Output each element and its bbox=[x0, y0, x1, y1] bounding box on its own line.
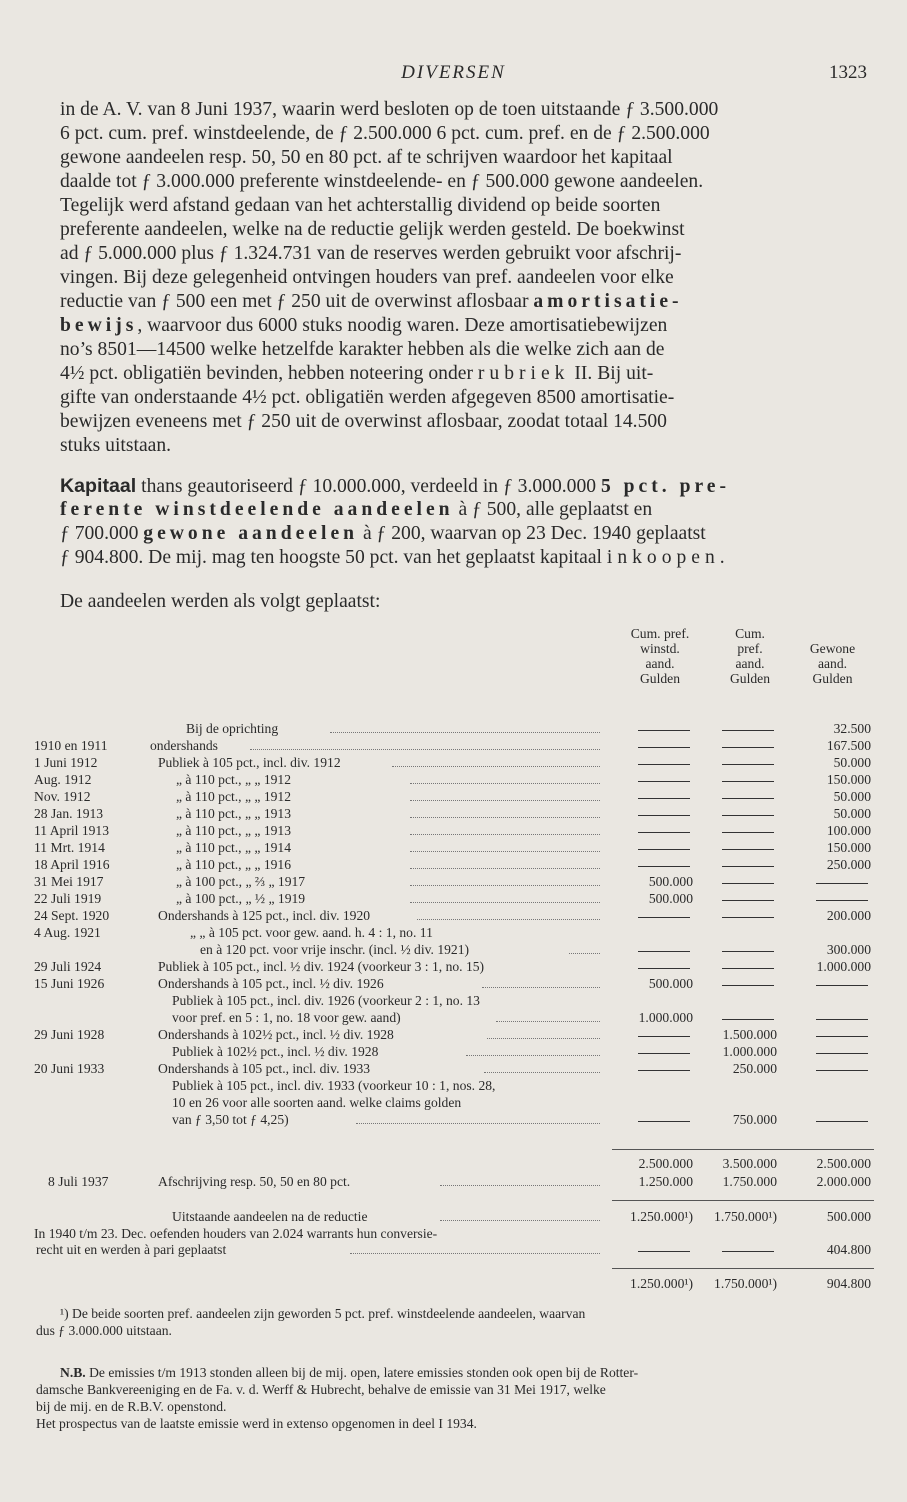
empty-cell-dash bbox=[638, 951, 690, 952]
row-description: Ondershands à 105 pct., incl. div. 1933 bbox=[158, 1061, 371, 1076]
row-description: In 1940 t/m 23. Dec. oefenden houders van 2.024 warrants hun conversie- bbox=[34, 1226, 438, 1241]
body-line bbox=[60, 314, 870, 338]
text-run: 4½ pct. obligatiën bevinden, hebben noteering onder bbox=[60, 363, 478, 384]
dot-leader bbox=[410, 806, 600, 818]
row-description: Publiek à 102½ pct., incl. ½ div. 1928 bbox=[172, 1044, 379, 1059]
nb-line bbox=[60, 1365, 638, 1380]
dot-leader bbox=[410, 823, 600, 835]
row-description: ondershands bbox=[150, 738, 218, 753]
row-description: 10 en 26 voor alle soorten aand. welke claims golden bbox=[172, 1095, 462, 1110]
row-description: Publiek à 105 pct., incl. ½ div. 1924 (voorkeur 3 : 1, no. 15) bbox=[158, 959, 485, 974]
row-date: 18 April 1916 bbox=[34, 857, 110, 872]
column-head-line: aand. bbox=[735, 656, 765, 671]
row-description: „ à 110 pct., „ „ 1914 bbox=[176, 840, 292, 855]
empty-cell-dash bbox=[816, 1036, 868, 1037]
dot-leader bbox=[487, 1027, 600, 1039]
dot-leader bbox=[440, 1174, 600, 1186]
amount-cell: 500.000 bbox=[826, 1209, 871, 1224]
body-line bbox=[60, 362, 870, 386]
amount-cell: 1.000.000 bbox=[722, 1044, 777, 1059]
nb-line: bij de mij. en de R.B.V. openstond. bbox=[36, 1399, 227, 1414]
amount-cell: 500.000 bbox=[648, 976, 693, 991]
body-line: preferente aandeelen, welke na de reductie gelijk werden gesteld. De boekwinst bbox=[60, 219, 685, 240]
dot-leader bbox=[484, 1061, 600, 1073]
empty-cell-dash bbox=[722, 1019, 774, 1020]
empty-cell-dash bbox=[638, 747, 690, 748]
body-line: gifte van onderstaande 4½ pct. obligatiën werden afgegeven 8500 amortisatie- bbox=[60, 387, 675, 408]
empty-cell-dash bbox=[816, 1070, 868, 1071]
column-head-line: Cum. pref. bbox=[630, 626, 690, 641]
column-head-cum-pref bbox=[710, 626, 790, 686]
empty-cell-dash bbox=[816, 900, 868, 901]
spaced-term: bewijs bbox=[60, 315, 138, 336]
spaced-term: inkoopen bbox=[606, 547, 720, 568]
body-line: in de A. V. van 8 Juni 1937, waarin werd besloten op de toen uitstaande ƒ 3.500.000 bbox=[60, 99, 719, 120]
amount-cell: 1.250.000 bbox=[638, 1174, 693, 1189]
empty-cell-dash bbox=[816, 1053, 868, 1054]
empty-cell-dash bbox=[638, 1251, 690, 1252]
table-intro: De aandeelen werden als volgt geplaatst: bbox=[60, 591, 381, 612]
amount-cell: 2.500.000 bbox=[638, 1156, 693, 1171]
row-description: „ à 110 pct., „ „ 1912 bbox=[176, 772, 292, 787]
amount-cell: 200.000 bbox=[826, 908, 871, 923]
text-run: ƒ 700.000 bbox=[60, 523, 144, 544]
amount-cell: 32.500 bbox=[833, 721, 871, 736]
empty-cell-dash bbox=[722, 883, 774, 884]
row-date: 11 Mrt. 1914 bbox=[34, 840, 105, 855]
column-head-line: Gewone bbox=[809, 641, 856, 656]
amount-cell: 1.500.000 bbox=[722, 1027, 777, 1042]
amount-cell: 50.000 bbox=[833, 806, 871, 821]
row-description: „ à 100 pct., „ ⅔ „ 1917 bbox=[176, 874, 306, 889]
body-line: daalde tot ƒ 3.000.000 preferente winstdeelende- en ƒ 500.000 gewone aandeelen. bbox=[60, 171, 704, 192]
empty-cell-dash bbox=[816, 883, 868, 884]
empty-cell-dash bbox=[816, 1121, 868, 1122]
empty-cell-dash bbox=[638, 866, 690, 867]
dot-leader bbox=[410, 874, 600, 886]
column-head-line: Gulden bbox=[639, 671, 681, 686]
amount-cell: 300.000 bbox=[826, 942, 871, 957]
amount-cell: 3.500.000 bbox=[722, 1156, 777, 1171]
dot-leader bbox=[417, 908, 600, 920]
row-date: 1 Juni 1912 bbox=[34, 755, 98, 770]
amount-cell: 150.000 bbox=[826, 840, 871, 855]
empty-cell-dash bbox=[722, 985, 774, 986]
nb-label: N.B. bbox=[60, 1365, 86, 1380]
row-date: Nov. 1912 bbox=[34, 789, 91, 804]
row-date: 28 Jan. 1913 bbox=[34, 806, 104, 821]
amount-cell: 1.250.000¹) bbox=[630, 1209, 693, 1224]
amount-cell: 1.750.000¹) bbox=[714, 1276, 777, 1291]
empty-cell-dash bbox=[638, 798, 690, 799]
footnote: dus ƒ 3.000.000 uitstaan. bbox=[36, 1323, 172, 1338]
row-date: 31 Mei 1917 bbox=[34, 874, 104, 889]
body-line bbox=[60, 290, 870, 314]
row-description: „ à 110 pct., „ „ 1916 bbox=[176, 857, 292, 872]
capital-line bbox=[60, 474, 870, 499]
body-line: no’s 8501—14500 welke hetzelfde karakter hebben als die welke zich aan de bbox=[60, 339, 665, 360]
row-description: „ „ à 105 pct. voor gew. aand. h. 4 : 1, no. 11 bbox=[190, 925, 433, 940]
empty-cell-dash bbox=[638, 815, 690, 816]
column-head-line: winstd. bbox=[640, 641, 680, 656]
spaced-term: gewone aandeelen bbox=[143, 523, 359, 544]
text-run: , waarvoor dus 6000 stuks noodig waren. Deze amortisatiebewijzen bbox=[137, 315, 668, 336]
row-date: 22 Juli 1919 bbox=[34, 891, 102, 906]
row-description: van ƒ 3,50 tot ƒ 4,25) bbox=[172, 1112, 289, 1127]
column-head-line: aand. bbox=[645, 656, 675, 671]
spaced-term: amortisatie- bbox=[533, 291, 683, 312]
capital-line bbox=[60, 498, 870, 522]
amount-cell: 1.000.000 bbox=[816, 959, 871, 974]
dot-leader bbox=[356, 1112, 600, 1124]
row-description: recht uit en werden à pari geplaatst bbox=[36, 1242, 227, 1257]
empty-cell-dash bbox=[816, 1019, 868, 1020]
amount-cell: 1.250.000¹) bbox=[630, 1276, 693, 1291]
amount-cell: 2.500.000 bbox=[816, 1156, 871, 1171]
nb-line: damsche Bankvereeniging en de Fa. v. d. Werff & Hubrecht, behalve de emissie van 31 Mei 1917, welke bbox=[36, 1382, 606, 1397]
amount-cell: 1.750.000 bbox=[722, 1174, 777, 1189]
row-date: 20 Juni 1933 bbox=[34, 1061, 105, 1076]
dot-leader bbox=[569, 942, 600, 954]
column-head-line: Gulden bbox=[729, 671, 771, 686]
dot-leader bbox=[410, 772, 600, 784]
column-head-cum-pref-winstd bbox=[610, 626, 710, 686]
body-line: ad ƒ 5.000.000 plus ƒ 1.324.731 van de reserves werden gebruikt voor afschrij- bbox=[60, 243, 682, 264]
body-line: bewijzen eveneens met ƒ 250 uit de overwinst aflosbaar, zoodat totaal 14.500 bbox=[60, 411, 667, 432]
dot-leader bbox=[466, 1044, 600, 1056]
text-run: thans geautoriseerd ƒ 10.000.000, verdeeld in ƒ 3.000.000 bbox=[136, 476, 601, 497]
body-line: vingen. Bij deze gelegenheid ontvingen houders van pref. aandeelen voor elke bbox=[60, 267, 674, 288]
text-run: . bbox=[719, 547, 725, 568]
total-rule bbox=[612, 1268, 874, 1269]
empty-cell-dash bbox=[638, 781, 690, 782]
dot-leader bbox=[410, 857, 600, 869]
row-date: 1910 en 1911 bbox=[34, 738, 108, 753]
row-date: 29 Juni 1928 bbox=[34, 1027, 105, 1042]
amount-cell: 1.000.000 bbox=[638, 1010, 693, 1025]
text-run: à ƒ 200, waarvan op 23 Dec. 1940 geplaatst bbox=[358, 523, 706, 544]
empty-cell-dash bbox=[722, 900, 774, 901]
total-rule bbox=[612, 1149, 874, 1150]
amount-cell: 50.000 bbox=[833, 755, 871, 770]
column-head-gewone bbox=[795, 641, 870, 686]
row-description: „ à 110 pct., „ „ 1912 bbox=[176, 789, 292, 804]
dot-leader bbox=[410, 789, 600, 801]
text-run: ƒ 904.800. De mij. mag ten hoogste 50 pct. van het geplaatst kapitaal bbox=[60, 547, 607, 568]
amount-cell: 904.800 bbox=[826, 1276, 871, 1291]
row-description: Uitstaande aandeelen na de reductie bbox=[172, 1209, 368, 1224]
dot-leader bbox=[410, 891, 600, 903]
row-date: 24 Sept. 1920 bbox=[34, 908, 110, 923]
dot-leader bbox=[330, 721, 600, 733]
text-run: reductie van ƒ 500 een met ƒ 250 uit de overwinst aflosbaar bbox=[60, 291, 534, 312]
page-number: 1323 bbox=[829, 62, 867, 83]
row-date: 4 Aug. 1921 bbox=[34, 925, 101, 940]
amount-cell: 250.000 bbox=[826, 857, 871, 872]
column-head-line: pref. bbox=[737, 641, 763, 656]
amount-cell: 2.000.000 bbox=[816, 1174, 871, 1189]
row-description: „ à 110 pct., „ „ 1913 bbox=[176, 806, 292, 821]
row-date: 11 April 1913 bbox=[34, 823, 110, 838]
row-date: Aug. 1912 bbox=[34, 772, 92, 787]
row-description: Publiek à 105 pct., incl. div. 1912 bbox=[158, 755, 341, 770]
amount-cell: 150.000 bbox=[826, 772, 871, 787]
empty-cell-dash bbox=[638, 764, 690, 765]
row-date: 15 Juni 1926 bbox=[34, 976, 105, 991]
empty-cell-dash bbox=[638, 849, 690, 850]
text-run: De emissies t/m 1913 stonden alleen bij de mij. open, latere emissies stonden ook open bij de Rotter- bbox=[85, 1365, 639, 1380]
spaced-term: rubriek bbox=[477, 363, 570, 384]
empty-cell-dash bbox=[638, 968, 690, 969]
amount-cell: 750.000 bbox=[732, 1112, 777, 1127]
dot-leader bbox=[440, 1209, 600, 1221]
empty-cell-dash bbox=[638, 832, 690, 833]
capital-line bbox=[60, 546, 870, 570]
footnote: ¹) De beide soorten pref. aandeelen zijn geworden 5 pct. pref. winstdeelende aandeelen, waarvan bbox=[60, 1306, 586, 1321]
row-date: 29 Juli 1924 bbox=[34, 959, 102, 974]
body-line: 6 pct. cum. pref. winstdeelende, de ƒ 2.500.000 6 pct. cum. pref. en de ƒ 2.500.000 bbox=[60, 123, 710, 144]
capital-heading: Kapitaal bbox=[60, 475, 137, 497]
row-description: Ondershands à 125 pct., incl. div. 1920 bbox=[158, 908, 371, 923]
row-description: Bij de oprichting bbox=[186, 721, 279, 736]
row-description: Ondershands à 105 pct., incl. ½ div. 1926 bbox=[158, 976, 384, 991]
body-line: gewone aandeelen resp. 50, 50 en 80 pct. af te schrijven waardoor het kapitaal bbox=[60, 147, 673, 168]
amount-cell: 500.000 bbox=[648, 874, 693, 889]
column-head-line: aand. bbox=[817, 656, 848, 671]
capital-line bbox=[60, 522, 870, 546]
row-description: Afschrijving resp. 50, 50 en 80 pct. bbox=[158, 1174, 351, 1189]
row-description: Publiek à 105 pct., incl. div. 1933 (voorkeur 10 : 1, nos. 28, bbox=[172, 1078, 496, 1093]
column-head-line: Cum. bbox=[735, 626, 765, 641]
body-line: Tegelijk werd afstand gedaan van het achterstallig dividend op beide soorten bbox=[60, 195, 661, 216]
text-run: à ƒ 500, alle geplaatst en bbox=[453, 499, 653, 520]
empty-cell-dash bbox=[816, 985, 868, 986]
row-description: en à 120 pct. voor vrije inschr. (incl. ½ div. 1921) bbox=[200, 942, 470, 957]
nb-line: Het prospectus van de laatste emissie werd in extenso opgenomen in deel I 1934. bbox=[36, 1416, 477, 1431]
total-rule bbox=[612, 1200, 874, 1201]
row-description: Publiek à 105 pct., incl. div. 1926 (voorkeur 2 : 1, no. 13 bbox=[172, 993, 480, 1008]
row-description: „ à 100 pct., „ ½ „ 1919 bbox=[176, 891, 306, 906]
amount-cell: 250.000 bbox=[732, 1061, 777, 1076]
spaced-term: 5 pct. pre- bbox=[600, 476, 731, 497]
column-head-line: Gulden bbox=[812, 671, 853, 686]
row-description: voor pref. en 5 : 1, no. 18 voor gew. aand) bbox=[172, 1010, 401, 1025]
empty-cell-dash bbox=[638, 917, 690, 918]
dot-leader bbox=[392, 755, 600, 767]
amount-cell: 100.000 bbox=[826, 823, 871, 838]
dot-leader bbox=[410, 840, 600, 852]
dot-leader bbox=[350, 1242, 600, 1254]
amount-cell: 404.800 bbox=[826, 1242, 871, 1257]
text-run: II. Bij uit- bbox=[569, 363, 654, 384]
amount-cell: 167.500 bbox=[826, 738, 871, 753]
amount-cell: 50.000 bbox=[833, 789, 871, 804]
row-description: Ondershands à 102½ pct., incl. ½ div. 1928 bbox=[158, 1027, 394, 1042]
amount-cell: 500.000 bbox=[648, 891, 693, 906]
dot-leader bbox=[250, 738, 600, 750]
empty-cell-dash bbox=[638, 730, 690, 731]
body-line: stuks uitstaan. bbox=[60, 435, 172, 456]
spaced-term: ferente winstdeelende aandeelen bbox=[60, 499, 454, 520]
row-description: „ à 110 pct., „ „ 1913 bbox=[176, 823, 292, 838]
row-date: 8 Juli 1937 bbox=[48, 1174, 109, 1189]
running-header: DIVERSEN bbox=[401, 62, 506, 83]
amount-cell: 1.750.000¹) bbox=[714, 1209, 777, 1224]
